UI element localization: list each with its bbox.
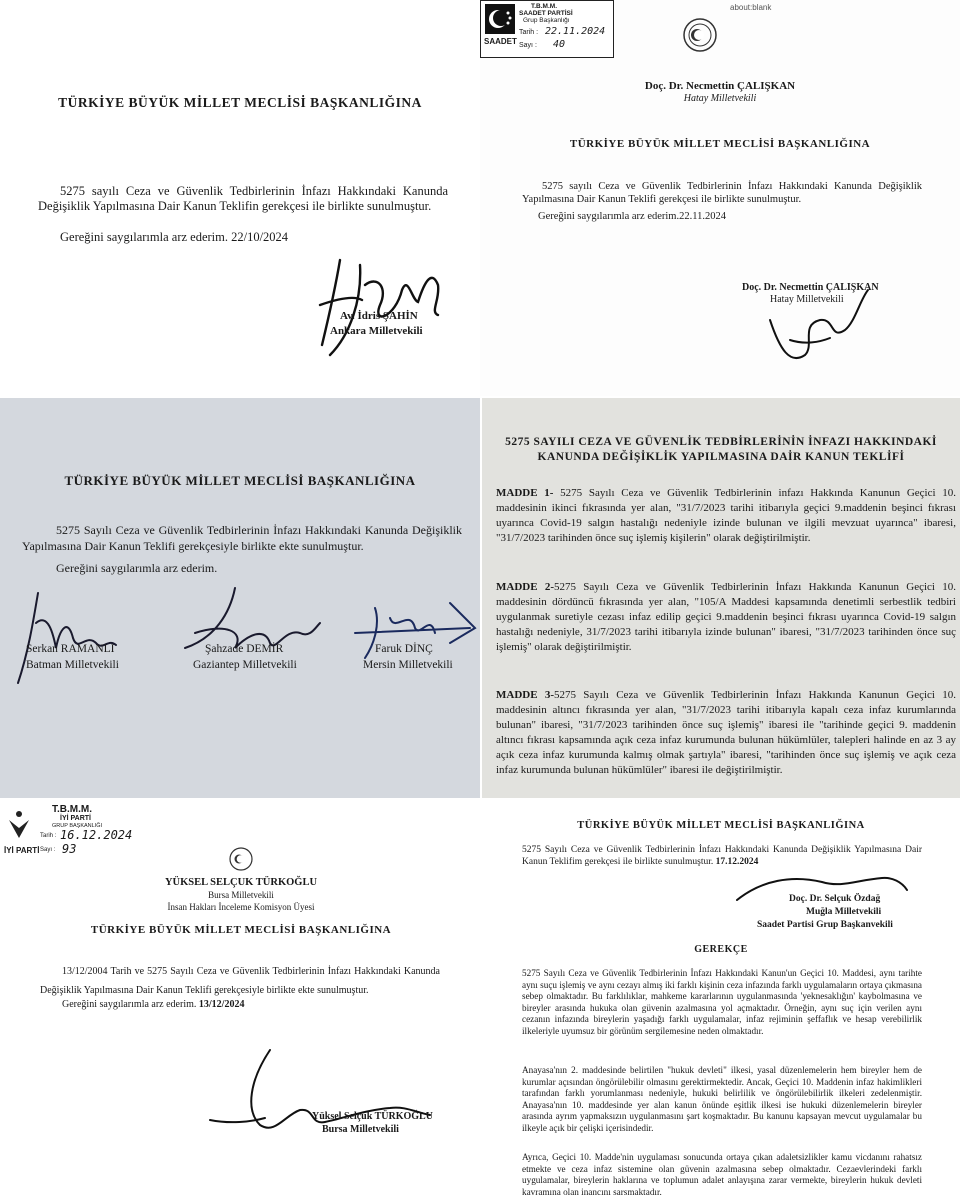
proposal-heading-2: KANUNDA DEĞİŞİKLİK YAPILMASINA DAİR KANUN TEKLİFİ [537,451,905,463]
signer-name: Doç. Dr. Necmettin ÇALIŞKAN [742,282,879,293]
header-name: YÜKSEL SELÇUK TÜRKOĞLU [164,877,318,888]
gerekce-paragraph-2: Anayasa'nın 2. maddesinde belirtilen "hukuk devleti" ilkesi, yasal düzenlemelerin hem bireyler hem de kurumlar açısından öngörülebilir olmasını gerektirmektedir. Ancak, Geçici 10. Maddenin infaz hakimlikleri tarafından farklı yorumlanması nedeniyle, hukuki belirlilik ve öngörülebilirlik ilkeleri zedelenmiştir. Anayasa'nın 10. maddesinde yer alan kanun önünde eşitlik ilkesi ise hukuki düzenlemelerin bireyler arasında ayrım yapmaksızın uygulanmasını şart koşmaktadır. Bu kanunu kapsayan mevcut uygulamalar bu ilkeyle açık bir çelişki içerisindedir. [522,1065,922,1133]
signer-1-name: Serkan RAMANLI [26,643,115,655]
header-committee: İnsan Hakları İnceleme Komisyon Üyesi [167,902,315,912]
article-3 [496,688,956,778]
letter-body-date: 17.12.2024 [715,857,759,867]
signature-dinc [350,588,480,668]
letter-body [522,844,922,868]
letter-heading: TÜRKİYE BÜYÜK MİLLET MECLİSİ BAŞKANLIĞINA [569,138,871,150]
header-title: Bursa Milletvekili [208,890,274,900]
article-2 [496,580,956,655]
letter-closing [62,999,244,1010]
signer-title: Ankara Milletvekili [330,325,423,337]
stamp-org-1: T.B.M.M. [52,804,92,815]
gerekce-heading: GEREKÇE [694,944,748,955]
stamp-org-2: SAADET PARTİSİ [519,10,573,17]
stamp-party: SAADET [484,37,517,46]
saadet-stamp [480,0,614,58]
letter-closing-text: Gereğini saygılarımla arz ederim. [62,999,197,1010]
law-proposal-articles [482,398,960,798]
article-1-label: MADDE 1- [496,487,554,499]
stamp-sayi-label: Sayı : [519,42,537,49]
signer-3-name: Faruk DİNÇ [375,643,433,655]
gerekce-paragraph-1: 5275 Sayılı Ceza ve Güvenlik Tedbirlerinin İnfazı Hakkındaki Kanun'un Geçici 10. Maddesi, aynı tarihte aynı suçu işlemiş ve aynı cezayı almış iki farklı kişinin ceza infazında farklı uygulamaların ortaya çıkmasına sebep olmaktadır. Bu farklılıklar, mahkeme kararlarının uygulanmasında 'yeknesaklığın' kaybolmasına ve bireyler arasında hukuka olan güvenin azalmasına yol açmaktadır. Örneğin, aynı suç için verilen aynı cezanın infazında bireylerin yaşadığı farklı uygulamalar, infaz rejiminin şeffaflık ve hesap verebilirlik ilkeleriyle uyumsuz bir görünüm sergilemesine neden olmaktadır. [522,968,922,1036]
letter-yuksel-selcuk-turkoglu [0,800,482,1200]
letter-closing: Gereğini saygılarımla arz ederim. 22/10/2024 [60,230,289,244]
letter-body: 5275 sayılı Ceza ve Güvenlik Tedbirlerinin İnfazı Hakkındaki Kanunda Değişiklik Yapılmasına Dair Kanun Teklifin gerekçesi ile birlikte sunulmuştur. [38,184,448,213]
article-1-text: 5275 Sayılı Ceza ve Güvenlik Tedbirlerinin infazı Hakkında Kanunun Geçici 10. maddesinin ikinci fıkrasında yer alan, "31/7/2023 tarihi itibarıyla geçici 9.maddenin beşinci fıkrası uyarınca Covid-19 salgın hastalığı nedeniyle izinde bulunan ve ilgili mevzuat uyarınca" ibaresi, "31/7/2023 tarihinden önce suç işlemiş kişilerin" olarak değiştirilmiştir. [496,487,956,544]
letter-heading: TÜRKİYE BÜYÜK MİLLET MECLİSİ BAŞKANLIĞINA [577,820,865,831]
signer-2-name: Şahzade DEMİR [205,643,284,655]
tbmm-emblem-icon [229,847,253,871]
iyi-parti-logo-icon [6,808,32,848]
letter-body: 5275 sayılı Ceza ve Güvenlik Tedbirlerinin İnfazı Hakkındaki Kanunda Değişiklik Yapılmasına Dair Kanun Teklifi gerekçesi ile birlikte sunulmuştur. [522,181,922,205]
letter-closing: Gereğini saygılarımla arz ederim. [56,561,218,575]
header-name: Doç. Dr. Necmettin ÇALIŞKAN [644,80,796,92]
stamp-tarih: 16.12.2024 [60,828,133,842]
stamp-sayi-label: Sayı : [40,847,56,853]
stamp-tarih-label: Tarih : [519,29,539,36]
stamp-org-3: Grup Başkanlığı [523,17,570,24]
signer-title: Hatay Milletvekili [770,294,844,305]
letter-body-text: 5275 Sayılı Ceza ve Güvenlik Tedbirlerinin İnfazı Hakkındaki Kanunda Değişiklik Yapılmasına Dair Kanun Teklifim gerekçesi ile birlikte sunulmuştur. [522,845,922,867]
signer-name: Yüksel Selçuk TÜRKOĞLU [312,1111,433,1122]
signer-role: Saadet Partisi Grup Başkanvekili [757,920,893,930]
stamp-tarih: 22.11.2024 [545,26,606,37]
article-1 [496,486,956,546]
letter-heading: TÜRKİYE BÜYÜK MİLLET MECLİSİ BAŞKANLIĞINA [58,95,422,110]
signature-image [760,280,880,380]
iyi-party-logo-label: İYİ PARTİ [4,846,40,855]
letter-heading: TÜRKİYE BÜYÜK MİLLET MECLİSİ BAŞKANLIĞINA [90,924,392,936]
signer-3-title: Mersin Milletvekili [363,659,453,671]
stamp-sayi: 40 [553,39,566,50]
stamp-org-2: İYİ PARTİ [60,815,91,822]
signature-ramanli [8,583,128,693]
letter-closing: Gereğini saygılarımla arz ederim.22.11.2024 [538,211,726,222]
stamp-sayi: 93 [62,842,77,856]
letter-heading: TÜRKİYE BÜYÜK MİLLET MECLİSİ BAŞKANLIĞINA [64,473,416,488]
letter-body: 5275 Sayılı Ceza ve Güvenlik Tedbirlerinin İnfazı Hakkındaki Kanunda Değişiklik Yapılmasına Dair Kanun Teklifi gerekçesiyle birlikte ekte sunulmuştur. [22,523,462,553]
stamp-org-3: GRUP BAŞKANLIĞI [52,823,103,829]
stamp-tarih-label: Tarih : [40,833,57,839]
letter-idris-sahin [0,0,480,396]
article-3-label: MADDE 3- [496,689,554,701]
signature-image [300,230,470,370]
saadet-logo-icon [485,4,515,34]
signer-title: Muğla Milletvekili [806,907,882,917]
letter-closing-date: 13/12/2024 [198,999,245,1010]
signer-1-title: Batman Milletvekili [26,659,119,671]
about-blank: about:blank [730,3,772,12]
gerekce-paragraph-3: Ayrıca, Geçici 10. Madde'nin uygulaması sonucunda ortaya çıkan adaletsizlikler kamu vicdanını rahatsız etmekte ve ceza infaz sistemine olan güvenin azalmasına sebep olmaktadır. Cezaevlerindeki farklı uygulamalar, bireylerin haklarına ve toplumun adalet anlayışına zarar vermekte, bireylerin hukuk devleti kavramına olan inancını sarsmaktadır. [522,1152,922,1197]
signature-image [150,1040,450,1150]
tbmm-emblem-icon [683,18,717,52]
header-title: Hatay Milletvekili [683,93,757,104]
article-2-label: MADDE 2- [496,581,554,593]
proposal-heading-1: 5275 SAYILI CEZA VE GÜVENLİK TEDBİRLERİNİN İNFAZI HAKKINDAKİ [505,436,937,448]
article-3-text: 5275 Sayılı Ceza ve Güvenlik Tedbirlerinin İnfazı Hakkında Kanunun Geçici 10. maddesinin altıncı fıkrasında yer alan, "31/7/2023 tarihi itibarıyla kapalı ceza infaz kurumlarında bulunan" ibaresi, "31/7/2023 tarihinden önce suç işlemiş" ibaresi ile "tarihinde geçici 9. maddenin altıncı fıkrası kapsamında açık ceza infaz kurumunda bulunan hükümlüler, talepleri halinde en az 3 ay açık ceza infaz kurumunda kalmış olmak şartıyla" ibaresi, "tarihinden önce suç işlemiş ve açık ceza infaz kurumunda bulunan hükümlüler" ibaresi ile değiştirilmiştir. [496,689,957,776]
letter-body: 13/12/2004 Tarih ve 5275 Sayılı Ceza ve Güvenlik Tedbirlerinin İnfazı Hakkındaki Kanunda Değişiklik Yapılmasına Dair Kanun Teklifi gerekçesiyle birlikte ekte sunulmuştur. [40,966,440,996]
stamp-org-1: T.B.M.M. [531,3,557,10]
letter-necmettin-caliskan [480,0,960,396]
signer-name: Doç. Dr. Selçuk Özdağ [789,894,881,904]
letter-three-deputies [0,398,480,798]
signer-title: Bursa Milletvekili [322,1124,399,1135]
article-2-text: 5275 Sayılı Ceza ve Güvenlik Tedbirlerinin İnfazı Hakkında Kanunun Geçici 10. maddesinin dördüncü fıkrasında yer alan, "105/A Maddesi kapsamında denetimli serbestlik tedbiri uygulanmak suretiyle cezası infaz edilip geçici 9.maddenin beşinci fıkrası uyarınca Covid-19 salgın hastalığı nedeniyle, 31/7/2023 tarihi itibarıyla izinde bulunan" ibaresi, "31/7/2023 tarihinden önce suç işlemiş" olarak değiştirilmiştir. [496,581,957,653]
letter-selcuk-ozdag [482,800,960,1200]
signer-2-title: Gaziantep Milletvekili [193,659,297,671]
signature-image [732,870,912,910]
signer-name: Av. İdris ŞAHİN [340,310,418,322]
